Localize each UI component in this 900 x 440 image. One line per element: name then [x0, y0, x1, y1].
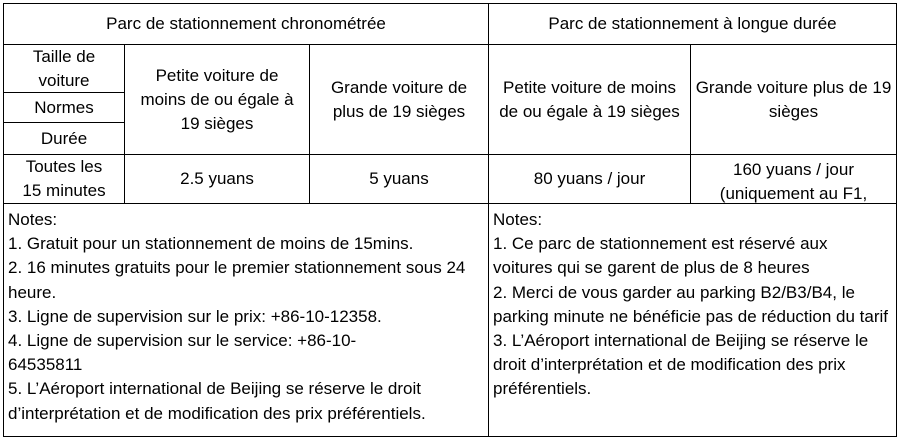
header-chrono [3, 3, 489, 45]
row-label-duree [4, 123, 124, 154]
notes-left-item: 2. 16 minutes gratuits pour le premier stationnement sous 24 heure. [8, 258, 471, 302]
row-label-taille [4, 45, 124, 93]
notes-right-title: Notes: [493, 210, 543, 229]
price-long-large-text: 160 yuans / jour (uniquement au F1, [719, 160, 868, 203]
col-chrono-large-text: Grande voiture de plus de 19 sièges [330, 77, 468, 121]
col-chrono-small [124, 44, 310, 155]
row-label-normes-text: Normes [34, 97, 94, 117]
row-label-taille-text: Taille de voiture [32, 46, 96, 90]
col-long-large [690, 44, 897, 155]
notes-left-item: 3. Ligne de supervision sur le prix: +86-10-12358. [8, 306, 382, 326]
row-label-duree-text: Durée [40, 128, 88, 148]
price-row-label-text: Toutes les 15 minutes [22, 157, 106, 200]
price-row-label [3, 154, 125, 204]
price-long-small [488, 154, 691, 204]
header-long [488, 3, 897, 45]
price-long-small-text: 80 yuans / jour [533, 169, 646, 188]
price-chrono-small-text: 2.5 yuans [180, 169, 254, 188]
header-long-text: Parc de stationnement à longue durée [548, 14, 837, 33]
col-chrono-small-text: Petite voiture de moins de ou égale à 19 sièges [140, 65, 294, 133]
notes-left-title: Notes: [8, 210, 58, 229]
notes-right-item: 3. L’Aéroport international de Beijing se réserve le droit d’interprétation et de modification des prix préférentiels. [493, 331, 873, 399]
price-chrono-small [124, 154, 310, 204]
notes-right-item: 1. Ce parc de stationnement est réservé aux voitures qui se garent de plus de 8 heures [493, 234, 833, 278]
header-chrono-text: Parc de stationnement chronométrée [106, 14, 386, 33]
notes-left-item: 4. Ligne de supervision sur le service: +86-10-64535811 [8, 331, 357, 375]
price-chrono-large [309, 154, 489, 204]
notes-left [3, 203, 489, 437]
price-chrono-large-text: 5 yuans [369, 169, 429, 188]
row-label-block [3, 44, 125, 155]
notes-right-item: 2. Merci de vous garder au parking B2/B3/B4, le parking minute ne bénéficie pas de réduction du tarif [493, 282, 889, 326]
col-chrono-large [309, 44, 489, 155]
price-long-large [690, 154, 897, 204]
notes-left-item: 5. L’Aéroport international de Beijing se réserve le droit d’interprétation et de modification des prix préférentiels. [8, 379, 426, 423]
notes-right [488, 203, 897, 437]
col-long-small-text: Petite voiture de moins de ou égale à 19 sièges [499, 77, 680, 121]
notes-left-item: 1. Gratuit pour un stationnement de moins de 15mins. [8, 234, 414, 254]
col-long-small [488, 44, 691, 155]
row-label-normes [4, 93, 124, 123]
col-long-large-text: Grande voiture plus de 19 sièges [695, 77, 892, 121]
